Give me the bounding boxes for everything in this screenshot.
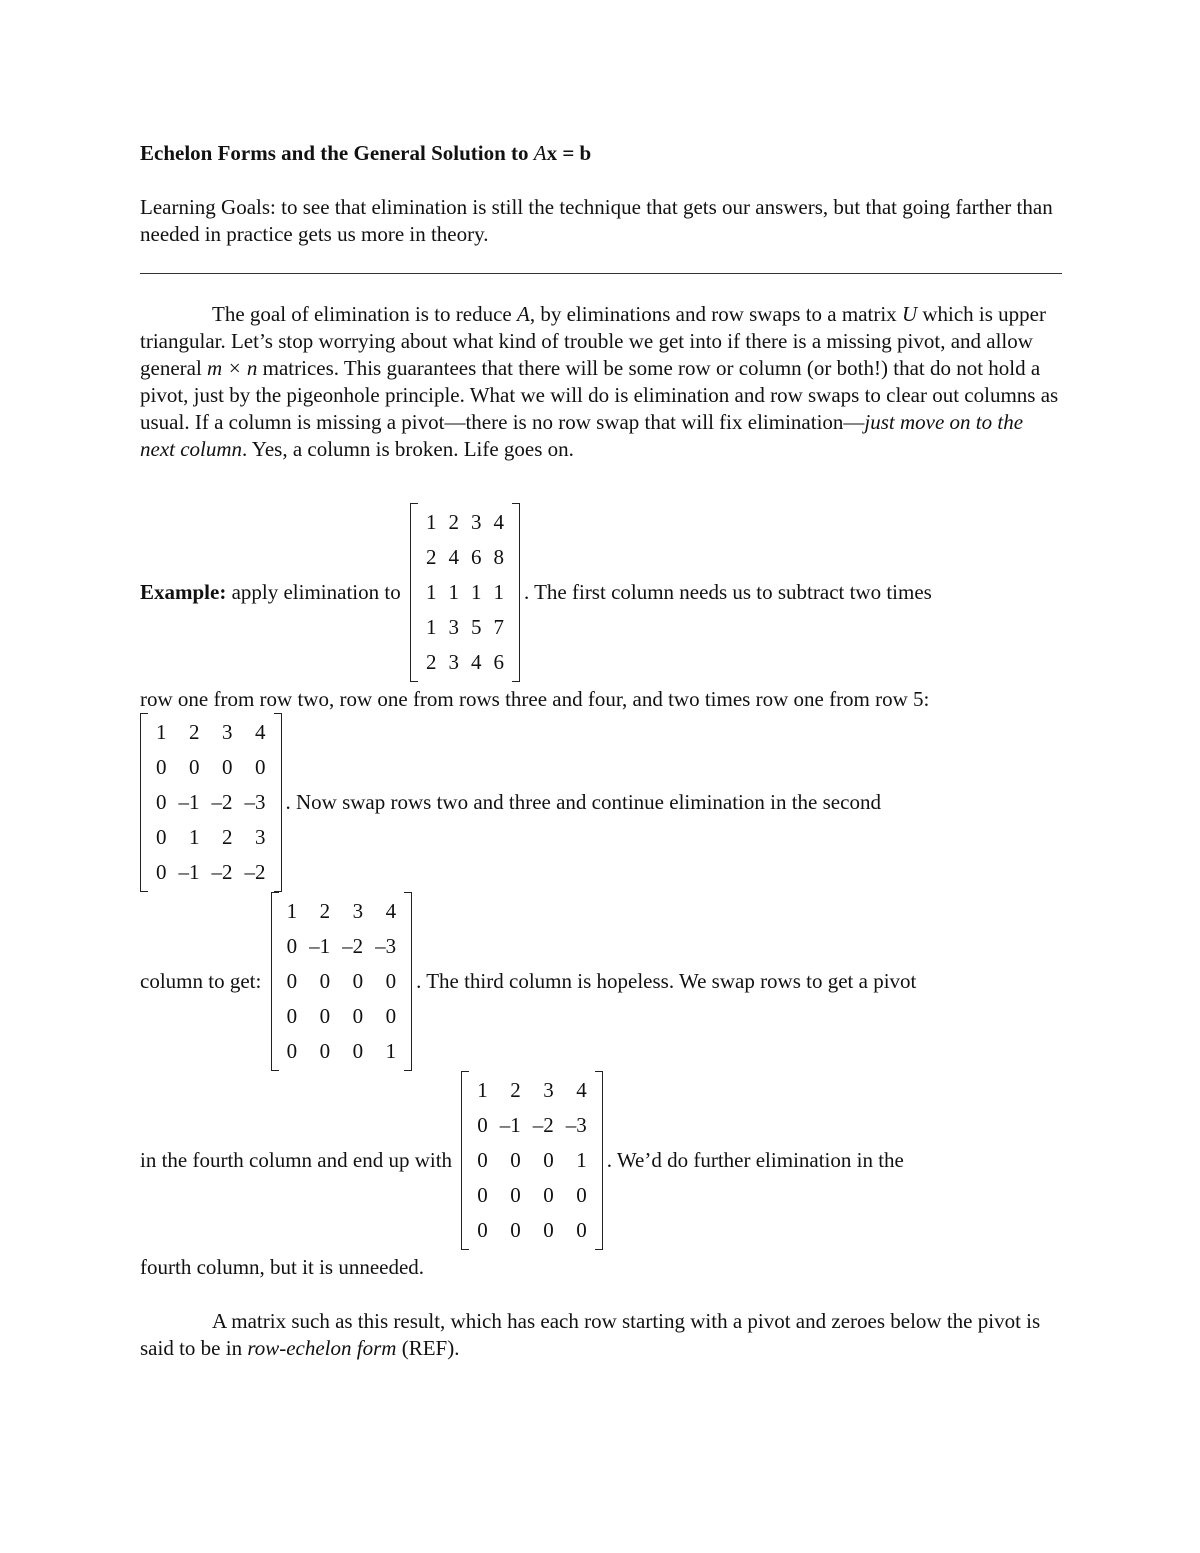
page-title: Echelon Forms and the General Solution to Ax = b bbox=[140, 141, 592, 165]
matrix-cell: 1 bbox=[576, 1148, 587, 1172]
matrix-cell: 6 bbox=[493, 650, 504, 674]
matrix-cell: 0 bbox=[576, 1218, 587, 1242]
matrix-cell: 0 bbox=[286, 934, 298, 958]
matrix-cell: 0 bbox=[286, 1004, 298, 1028]
matrix-cell: 1 bbox=[156, 720, 167, 744]
matrix-cell: 0 bbox=[319, 969, 331, 993]
document-page bbox=[140, 140, 1062, 1362]
matrix-cell: 2 bbox=[319, 899, 331, 923]
matrix-cell: 0 bbox=[543, 1218, 554, 1242]
matrix-cell: –2 bbox=[532, 1113, 554, 1137]
matrix-cell: 0 bbox=[352, 1004, 364, 1028]
matrix-cell: 2 bbox=[448, 510, 459, 534]
matrix-cell: 3 bbox=[470, 510, 482, 534]
matrix-cell: 1 bbox=[385, 1039, 397, 1063]
matrix-cell: 1 bbox=[425, 615, 437, 639]
matrix-cell: 0 bbox=[510, 1218, 521, 1242]
matrix-cell: 0 bbox=[352, 1039, 364, 1063]
matrix-cell: 0 bbox=[385, 1004, 397, 1028]
emphasis-text: just move on to the next column bbox=[140, 410, 1024, 461]
matrix-cell: 0 bbox=[156, 755, 167, 779]
matrix-cell: 3 bbox=[543, 1078, 554, 1102]
matrix-cell: 3 bbox=[255, 825, 266, 849]
intro-paragraph: The goal of elimination is to reduce A, by eliminations and row swaps to a matrix U which is upper triangular. Let’s stop worrying about what kind of trouble we get into if there is a missing pivot, and allow general m × n matrices. This guarantees that there will be some row or column (or both!) that do not hold a pivot, just by the pigeonhole principle. What we will do is elimination and row swaps to clear out columns as usual. If a column is missing a pivot—there is no row swap that will fix elimination—just move on to the next column. Yes, a column is broken. Life goes on. bbox=[140, 302, 1059, 461]
matrix-cell: 0 bbox=[576, 1183, 587, 1207]
matrix-cell: –3 bbox=[244, 790, 266, 814]
matrix-cell: 0 bbox=[510, 1183, 521, 1207]
matrix-cell: 1 bbox=[189, 825, 200, 849]
matrix-cell: –1 bbox=[309, 934, 331, 958]
matrix-3 bbox=[271, 892, 413, 1071]
matrix-cell: 4 bbox=[493, 510, 504, 534]
matrix-cell: 0 bbox=[543, 1148, 554, 1172]
matrix-cell: 0 bbox=[319, 1039, 331, 1063]
matrix-cell: 2 bbox=[222, 825, 233, 849]
example-line-3: 1 2 3 4 0 0 0 0 0 –1 –2 –3 0 1 2 3 0 –1 –2 –2 . Now swap rows two and three and continue elimination in the second bbox=[140, 713, 1062, 892]
matrix-cell: 0 bbox=[156, 790, 167, 814]
matrix-cell: 0 bbox=[156, 860, 167, 884]
matrix-cell: 0 bbox=[286, 969, 298, 993]
closing-paragraph: A matrix such as this result, which has each row starting with a pivot and zeroes below the pivot is said to be in row-echelon form (REF). bbox=[140, 1309, 1041, 1360]
matrix-cell: 4 bbox=[255, 720, 266, 744]
example-label: Example: bbox=[140, 580, 227, 604]
matrix-cell: –2 bbox=[342, 934, 364, 958]
matrix-cell: –2 bbox=[244, 860, 266, 884]
matrix-cell: 7 bbox=[493, 615, 504, 639]
matrix-cell: –2 bbox=[211, 860, 233, 884]
matrix-cell: 4 bbox=[470, 650, 482, 674]
matrix-cell: 0 bbox=[510, 1148, 521, 1172]
matrix-2 bbox=[140, 713, 282, 892]
matrix-1 bbox=[410, 503, 520, 682]
matrix-cell: 8 bbox=[493, 545, 504, 569]
matrix-cell: 3 bbox=[448, 650, 459, 674]
matrix-cell: 0 bbox=[477, 1218, 488, 1242]
matrix-cell: 1 bbox=[425, 580, 437, 604]
matrix-cell: –2 bbox=[211, 790, 233, 814]
matrix-cell: 0 bbox=[156, 825, 167, 849]
matrix-cell: 0 bbox=[352, 969, 364, 993]
ref-term: row-echelon form bbox=[247, 1336, 397, 1360]
example-line-2: row one from row two, row one from rows three and four, and two times row one from row 5: bbox=[140, 687, 930, 711]
matrix-cell: 4 bbox=[448, 545, 459, 569]
matrix-cell: 1 bbox=[470, 580, 482, 604]
matrix-cell: 4 bbox=[576, 1078, 587, 1102]
matrix-cell: –3 bbox=[565, 1113, 587, 1137]
matrix-cell: 3 bbox=[222, 720, 233, 744]
matrix-cell: 3 bbox=[352, 899, 364, 923]
matrix-cell: 0 bbox=[477, 1148, 488, 1172]
matrix-cell: 0 bbox=[385, 969, 397, 993]
matrix-cell: 0 bbox=[543, 1183, 554, 1207]
matrix-cell: 5 bbox=[470, 615, 482, 639]
matrix-cell: 4 bbox=[385, 899, 397, 923]
learning-goals: Learning Goals: to see that elimination is still the technique that gets our answers, but that going farther than needed in practice gets us more in theory. bbox=[140, 195, 1053, 246]
matrix-cell: 2 bbox=[425, 545, 437, 569]
matrix-cell: 0 bbox=[255, 755, 266, 779]
matrix-cell: 2 bbox=[425, 650, 437, 674]
matrix-cell: –1 bbox=[178, 790, 200, 814]
divider bbox=[140, 273, 1062, 274]
example-line-6: fourth column, but it is unneeded. bbox=[140, 1255, 425, 1279]
matrix-cell: 1 bbox=[493, 580, 504, 604]
matrix-cell: 3 bbox=[448, 615, 459, 639]
matrix-cell: –1 bbox=[499, 1113, 521, 1137]
example-line-1: Example: apply elimination to 1 2 3 4 2 4 6 8 1 1 1 1 1 3 5 7 2 3 4 6 . The first column needs us to subtract two times bbox=[140, 503, 1062, 682]
matrix-cell: –3 bbox=[375, 934, 397, 958]
title-matrix-a: A bbox=[533, 141, 547, 165]
matrix-cell: 1 bbox=[477, 1078, 488, 1102]
example-line-5: in the fourth column and end up with 1 2 3 4 0 –1 –2 –3 0 0 0 1 0 0 0 0 0 0 0 0 . We’d do further elimination in the bbox=[140, 1071, 1062, 1250]
example-line-4: column to get: 1 2 3 4 0 –1 –2 –3 0 0 0 0 0 0 0 0 0 0 0 1 . The third column is hopeless. We swap rows to get a pivot bbox=[140, 892, 1062, 1071]
matrix-cell: 1 bbox=[425, 510, 437, 534]
matrix-cell: 0 bbox=[222, 755, 233, 779]
matrix-cell: 2 bbox=[510, 1078, 521, 1102]
matrix-cell: 0 bbox=[286, 1039, 298, 1063]
matrix-cell: 1 bbox=[448, 580, 459, 604]
matrix-4 bbox=[461, 1071, 603, 1250]
matrix-cell: 0 bbox=[319, 1004, 331, 1028]
matrix-cell: 0 bbox=[477, 1183, 488, 1207]
matrix-cell: –1 bbox=[178, 860, 200, 884]
matrix-cell: 6 bbox=[470, 545, 482, 569]
matrix-cell: 1 bbox=[286, 899, 298, 923]
matrix-cell: 2 bbox=[189, 720, 200, 744]
matrix-cell: 0 bbox=[189, 755, 200, 779]
matrix-cell: 0 bbox=[477, 1113, 488, 1137]
